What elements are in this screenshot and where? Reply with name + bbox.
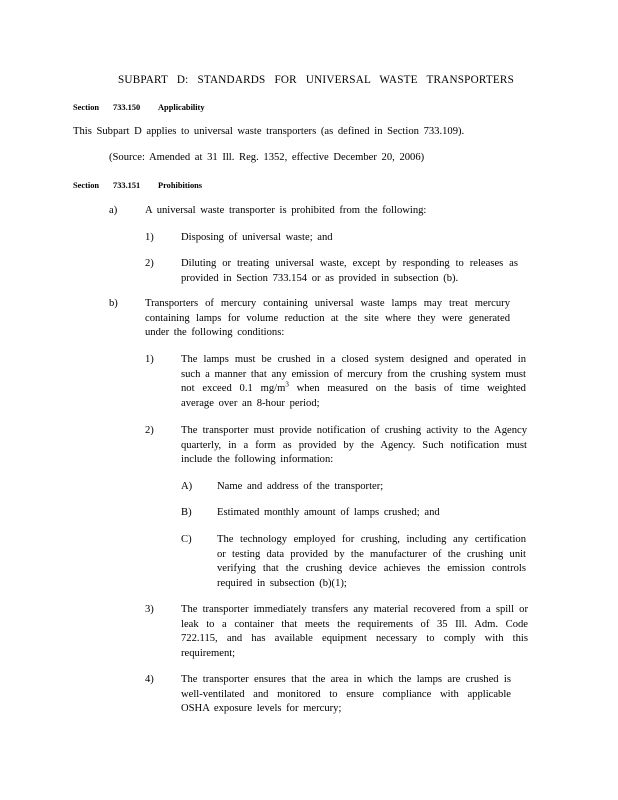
superscript: 3	[285, 380, 289, 389]
item-marker-b4: 4)	[145, 674, 154, 685]
item-text-b2: The transporter must provide notification of crushing activity to the Agency quarterly, in a form as provided by the Agency. Such notification must include the following information:	[181, 425, 527, 465]
item-marker-a2: 2)	[145, 258, 154, 269]
item-text-b4: The transporter ensures that the area in which the lamps are crushed is well-ventilated and monitored to ensure compliance with applicable OSHA exposure levels for mercury;	[181, 674, 511, 714]
item-text-b2A: Name and address of the transporter;	[217, 481, 384, 492]
item-text-b1	[181, 353, 526, 411]
section-heading-733-151	[73, 179, 273, 193]
item-marker-a1: 1)	[145, 232, 154, 243]
item-marker-b2: 2)	[145, 425, 154, 436]
item-marker-b2B: B)	[181, 507, 192, 518]
item-text-b3: The transporter immediately transfers any material recovered from a spill or leak to a container that meets the requirements of 35 Ill. Adm. Code 722.115, and has available equipment necessary to comply with this requirement;	[181, 604, 528, 659]
item-marker-b2C: C)	[181, 534, 192, 545]
item-text-a: A universal waste transporter is prohibited from the following:	[145, 205, 427, 216]
section-number: 733.150	[113, 103, 141, 112]
section-label: Section	[73, 181, 100, 190]
item-text-b2B: Estimated monthly amount of lamps crushed; and	[217, 507, 440, 518]
item-marker-b2A: A)	[181, 481, 193, 492]
item-marker-b1: 1)	[145, 354, 154, 365]
section-heading-733-150	[73, 101, 273, 115]
item-text-b2C: The technology employed for crushing, including any certification or testing data provided by the manufacturer of the crushing unit verifying that the crushing device achieves the emission controls required in subsection (b)(1);	[217, 534, 526, 589]
subpart-title: SUBPART D: STANDARDS FOR UNIVERSAL WASTE TRANSPORTERS	[118, 74, 515, 86]
text-part: when measured on the basis of time weighted average over an 8-hour period;	[181, 383, 526, 409]
item-marker-a: a)	[109, 205, 118, 216]
item-text-a1: Disposing of universal waste; and	[181, 232, 333, 243]
applicability-text: This Subpart D applies to universal waste transporters (as defined in Section 733.109).	[73, 126, 465, 137]
item-marker-b3: 3)	[145, 604, 154, 615]
section-label: Section	[73, 103, 100, 112]
section-number: 733.151	[113, 181, 141, 190]
item-marker-b: b)	[109, 298, 118, 309]
text-part: The lamps must be crushed in a closed system designed and operated in such a manner that any emission of mercury from the crushing system must not exceed 0.1 mg/m	[181, 354, 526, 394]
item-text-b: Transporters of mercury containing universal waste lamps may treat mercury containing lamps for volume reduction at the site where they were generated under the following conditions:	[145, 298, 510, 338]
source-note: (Source: Amended at 31 Ill. Reg. 1352, effective December 20, 2006)	[109, 152, 425, 163]
item-text-a2: Diluting or treating universal waste, except by responding to releases as provided in Section 733.154 or as provided in subsection (b).	[181, 258, 518, 284]
section-heading: Prohibitions	[158, 181, 203, 190]
section-heading: Applicability	[158, 103, 205, 112]
